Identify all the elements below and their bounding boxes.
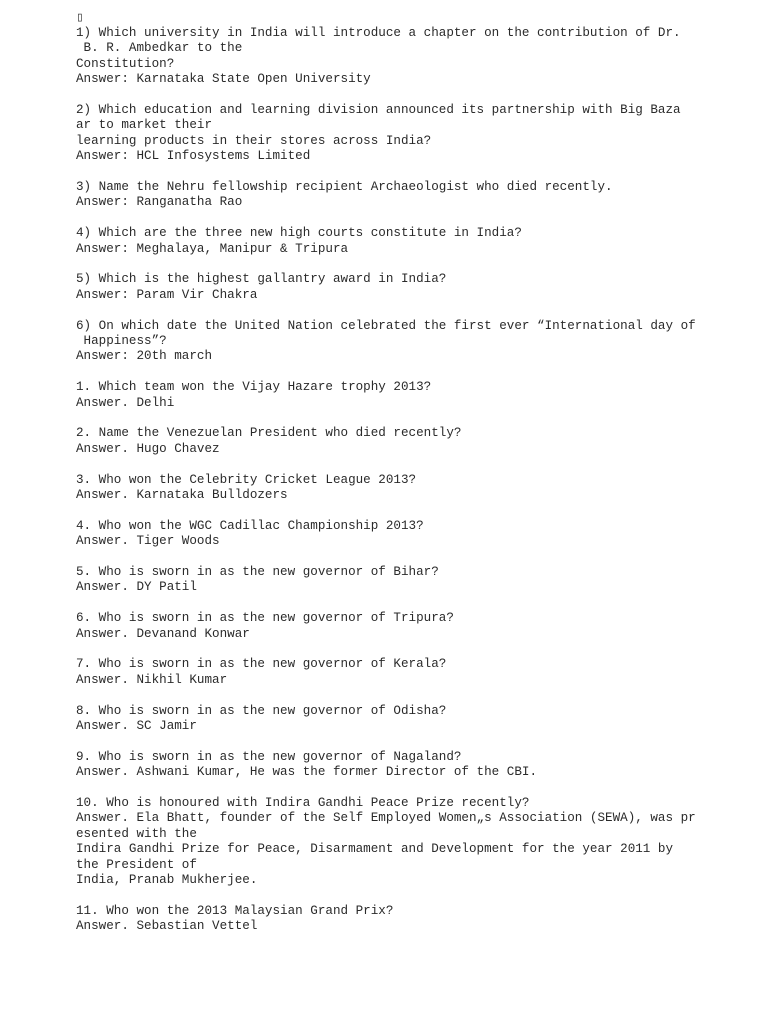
qa-item bbox=[76, 180, 756, 211]
qa-item bbox=[76, 519, 756, 550]
text-line: India, Pranab Mukherjee. bbox=[76, 873, 258, 888]
text-line: Answer. Nikhil Kumar bbox=[76, 672, 228, 687]
text-line: 3. Who won the Celebrity Cricket League 2013? bbox=[76, 472, 417, 487]
text-line: Answer. Karnataka Bulldozers bbox=[76, 488, 288, 503]
missing-glyph-icon: ▯ bbox=[76, 10, 84, 25]
text-line: the President of bbox=[76, 857, 197, 872]
text-line: Answer. Sebastian Vettel bbox=[76, 919, 258, 934]
text-line: Answer. DY Patil bbox=[76, 580, 197, 595]
text-line: 6. Who is sworn in as the new governor of Tripura? bbox=[76, 611, 454, 626]
qa-item bbox=[76, 657, 756, 688]
qa-item bbox=[76, 704, 756, 735]
text-line: Answer. Ashwani Kumar, He was the former Director of the CBI. bbox=[76, 765, 538, 780]
text-line: Happiness”? bbox=[76, 334, 167, 349]
text-line: 1) Which university in India will introduce a chapter on the contribution of Dr. bbox=[76, 26, 681, 40]
text-line: Answer. Hugo Chavez bbox=[76, 441, 220, 456]
text-line: 5. Who is sworn in as the new governor of Bihar? bbox=[76, 565, 439, 580]
text-line: 4) Which are the three new high courts constitute in India? bbox=[76, 226, 522, 241]
text-line: 2) Which education and learning division announced its partnership with Big Baza bbox=[76, 103, 681, 118]
text-line: Indira Gandhi Prize for Peace, Disarmament and Development for the year 2011 by bbox=[76, 842, 674, 857]
text-line: 2. Name the Venezuelan President who died recently? bbox=[76, 426, 462, 441]
text-line: Answer: Ranganatha Rao bbox=[76, 195, 243, 210]
qa-item bbox=[76, 796, 756, 888]
text-line: ar to market their bbox=[76, 118, 213, 133]
text-line: 3) Name the Nehru fellowship recipient Archaeologist who died recently. bbox=[76, 180, 613, 195]
text-line: Answer: Param Vir Chakra bbox=[76, 287, 258, 302]
qa-item bbox=[76, 272, 756, 303]
qa-item bbox=[76, 226, 756, 257]
qa-item bbox=[76, 319, 756, 365]
text-line: Answer. Devanand Konwar bbox=[76, 626, 250, 641]
document-page bbox=[76, 10, 756, 950]
qa-item bbox=[76, 380, 756, 411]
qa-item bbox=[76, 565, 756, 596]
qa-item bbox=[76, 103, 756, 165]
qa-list bbox=[76, 26, 756, 935]
text-line: esented with the bbox=[76, 826, 197, 841]
text-line: Answer. Tiger Woods bbox=[76, 534, 220, 549]
text-line: 10. Who is honoured with Indira Gandhi Peace Prize recently? bbox=[76, 796, 530, 811]
text-line: 6) On which date the United Nation celebrated the first ever “International day of bbox=[76, 318, 696, 333]
text-line: 5) Which is the highest gallantry award in India? bbox=[76, 272, 447, 287]
qa-item bbox=[76, 904, 756, 935]
qa-item bbox=[76, 426, 756, 457]
text-line: Answer. Delhi bbox=[76, 395, 175, 410]
text-line: 7. Who is sworn in as the new governor of Kerala? bbox=[76, 657, 447, 672]
text-line: 4. Who won the WGC Cadillac Championship 2013? bbox=[76, 518, 424, 533]
text-line: 9. Who is sworn in as the new governor of Nagaland? bbox=[76, 749, 462, 764]
text-line: 8. Who is sworn in as the new governor of Odisha? bbox=[76, 703, 447, 718]
text-line: Answer: Meghalaya, Manipur & Tripura bbox=[76, 241, 349, 256]
qa-item bbox=[76, 750, 756, 781]
text-line: 11. Who won the 2013 Malaysian Grand Prix? bbox=[76, 903, 394, 918]
qa-item bbox=[76, 473, 756, 504]
qa-item bbox=[76, 611, 756, 642]
qa-item bbox=[76, 26, 756, 88]
text-line: Constitution? bbox=[76, 56, 175, 71]
text-line: 1. Which team won the Vijay Hazare trophy 2013? bbox=[76, 380, 432, 395]
text-line: Answer: Karnataka State Open University bbox=[76, 72, 371, 87]
text-line: Answer. Ela Bhatt, founder of the Self Employed Women„s Association (SEWA), was pr bbox=[76, 811, 696, 826]
text-line: Answer: HCL Infosystems Limited bbox=[76, 149, 311, 164]
text-line: B. R. Ambedkar to the bbox=[76, 41, 243, 56]
text-line: Answer: 20th march bbox=[76, 349, 213, 364]
text-line: learning products in their stores across India? bbox=[76, 133, 432, 148]
text-line: Answer. SC Jamir bbox=[76, 719, 197, 734]
